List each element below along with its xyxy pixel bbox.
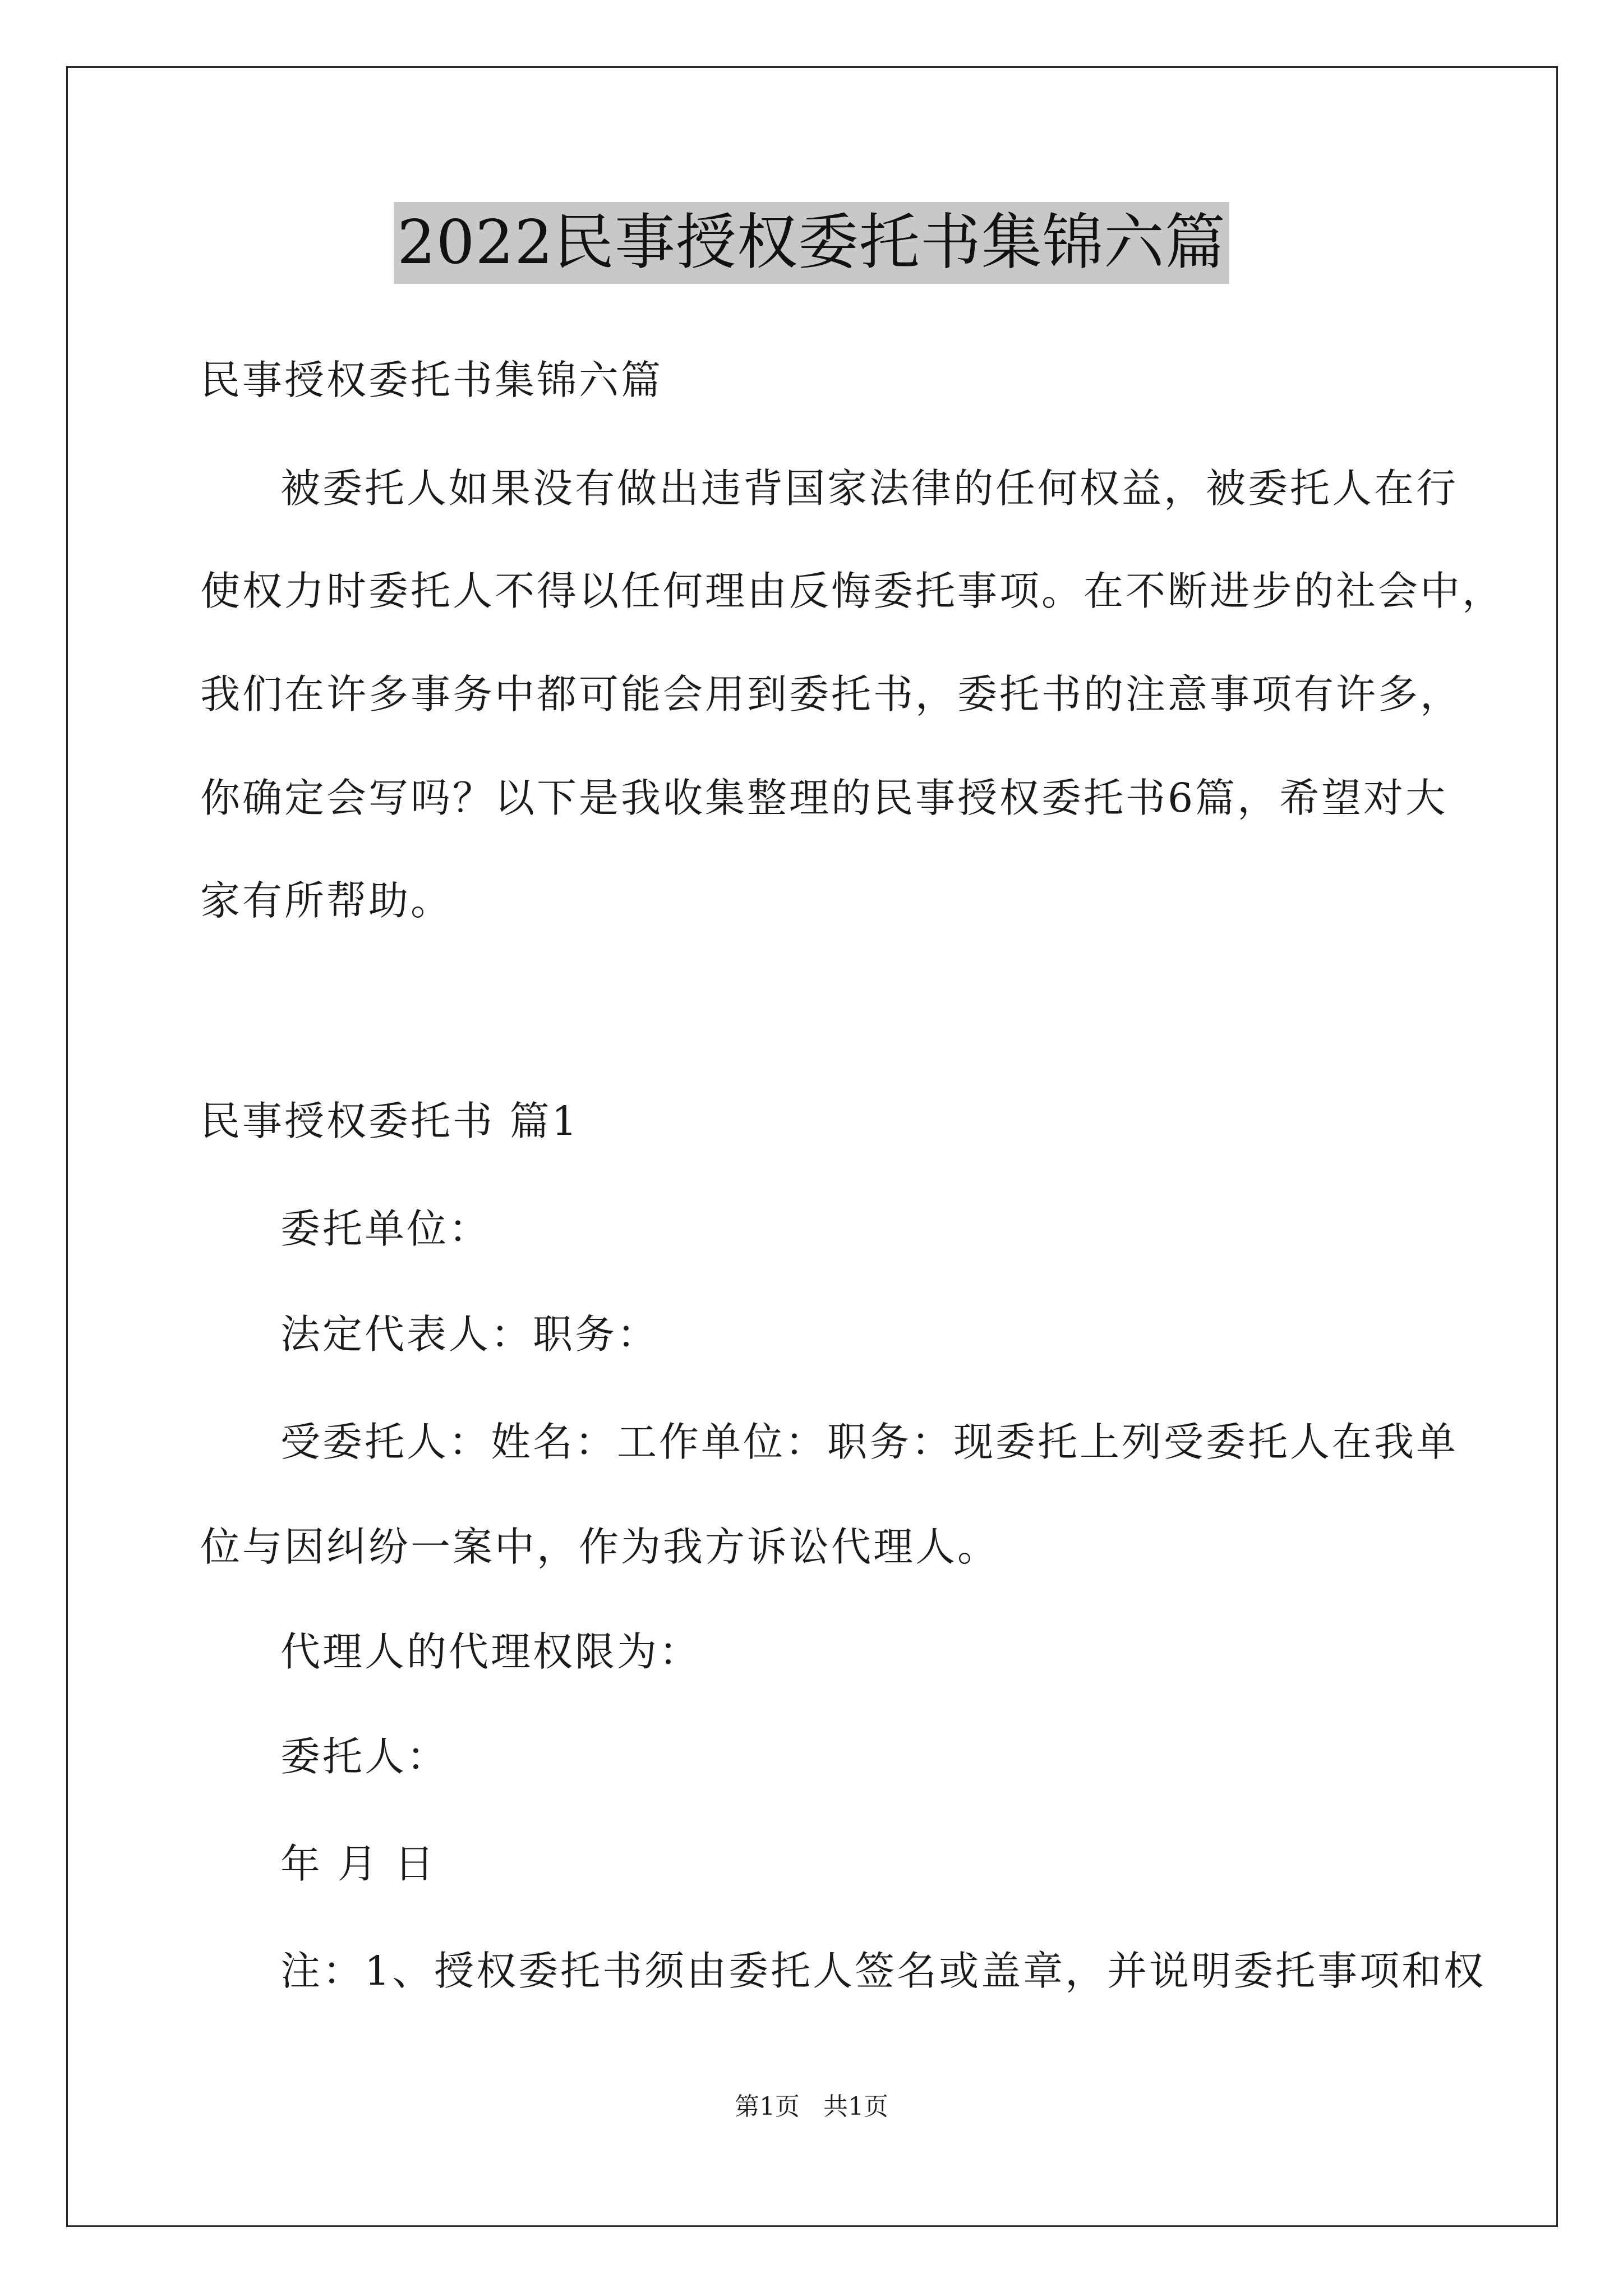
page-number-current: 第1页	[735, 2092, 800, 2121]
field-line: 委托人：	[280, 1733, 449, 1780]
section-heading: 民事授权委托书 篇1	[200, 1098, 579, 1144]
page-footer	[0, 2091, 1623, 2123]
note-line: 注：1、授权委托书须由委托人签名或盖章，并说明委托事项和权	[280, 1948, 1486, 1994]
document-title: 2022民事授权委托书集锦六篇	[394, 202, 1229, 284]
body-paragraph-line: 位与因纠纷一案中，作为我方诉讼代理人。	[200, 1524, 1000, 1570]
field-line: 代理人的代理权限为：	[280, 1628, 702, 1675]
title-wrapper	[0, 202, 1623, 284]
intro-paragraph-line: 家有所帮助。	[200, 877, 453, 924]
intro-paragraph-line: 被委托人如果没有做出违背国家法律的任何权益，被委托人在行	[280, 465, 1459, 512]
field-line: 法定代表人：职务：	[280, 1311, 660, 1358]
intro-paragraph-line: 我们在许多事务中都可能会用到委托书，委托书的注意事项有许多，	[200, 671, 1463, 717]
intro-paragraph-line: 使权力时委托人不得以任何理由反悔委托事项。在不断进步的社会中，	[200, 568, 1505, 614]
subtitle-line: 民事授权委托书集锦六篇	[200, 357, 663, 403]
date-line: 年 月 日	[280, 1841, 437, 1887]
page-number-total: 共1页	[823, 2092, 888, 2121]
field-line: 委托单位：	[280, 1205, 491, 1252]
intro-paragraph-line: 你确定会写吗？以下是我收集整理的民事授权委托书6篇，希望对大	[200, 775, 1448, 821]
body-paragraph-line: 受委托人：姓名：工作单位：职务：现委托上列受委托人在我单	[280, 1419, 1459, 1465]
